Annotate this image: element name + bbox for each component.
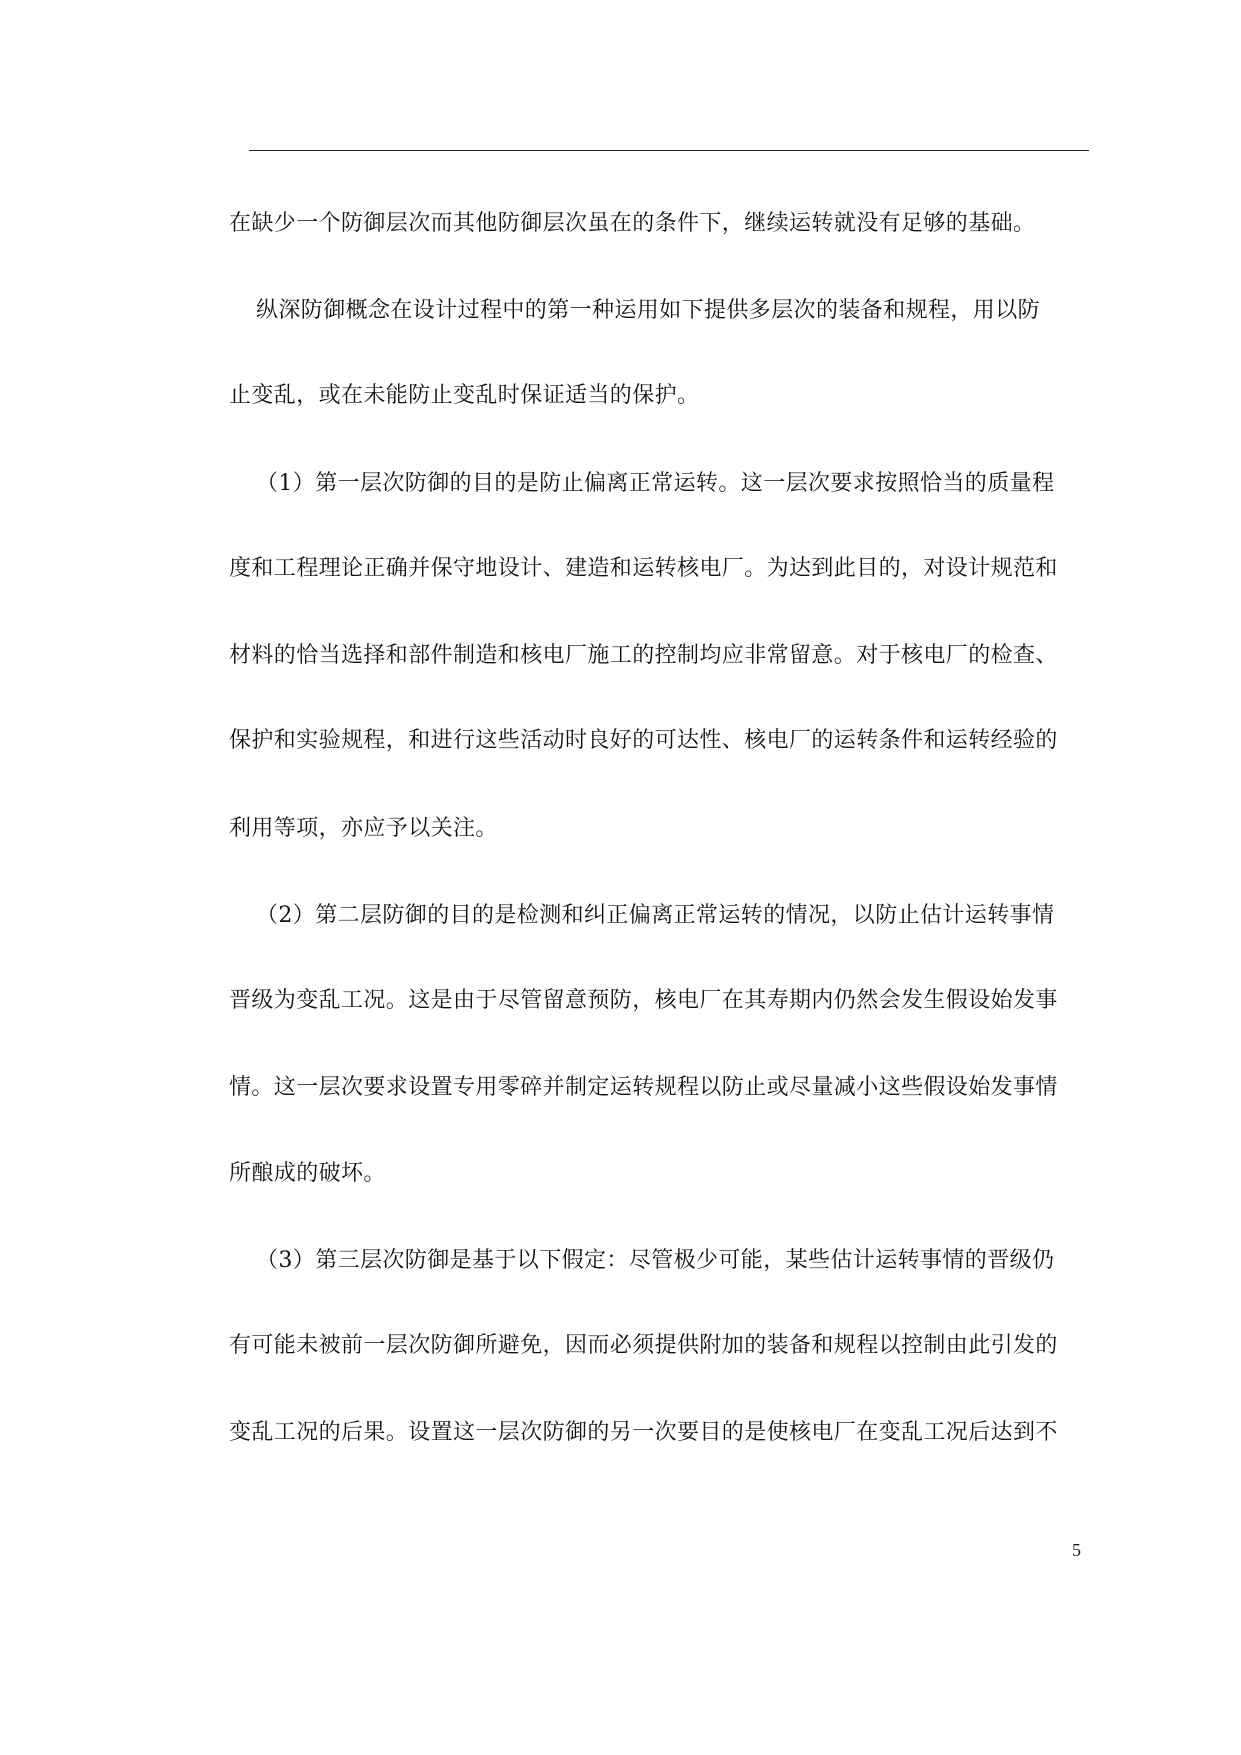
text-line: 在缺少一个防御层次而其他防御层次虽在的条件下，继续运转就没有足够的基础。	[229, 211, 1036, 236]
text-line: 变乱工况的后果。设置这一层次防御的另一次要目的是使核电厂在变乱工况后达到不	[229, 1420, 1058, 1445]
text-line: （1）第一层次防御的目的是防止偏离正常运转。这一层次要求按照恰当的质量程	[256, 471, 1055, 496]
text-line: （2）第二层防御的目的是检测和纠正偏离正常运转的情况，以防止估计运转事情	[256, 903, 1055, 928]
text-line: 纵深防御概念在设计过程中的第一种运用如下提供多层次的装备和规程，用以防	[256, 298, 1041, 323]
text-line: 所酿成的破坏。	[229, 1161, 386, 1186]
header-rule	[249, 150, 1089, 151]
text-line: （3）第三层次防御是基于以下假定：尽管极少可能，某些估计运转事情的晋级仍	[256, 1248, 1055, 1273]
text-line: 止变乱，或在未能防止变乱时保证适当的保护。	[229, 383, 700, 408]
text-line: 度和工程理论正确并保守地设计、建造和运转核电厂。为达到此目的，对设计规范和	[229, 556, 1058, 581]
page-number: 5	[1072, 1540, 1081, 1560]
text-line: 情。这一层次要求设置专用零碎并制定运转规程以防止或尽量减小这些假设始发事情	[229, 1075, 1058, 1100]
text-line: 有可能未被前一层次防御所避免，因而必须提供附加的装备和规程以控制由此引发的	[229, 1333, 1058, 1358]
text-line: 保护和实验规程，和进行这些活动时良好的可达性、核电厂的运转条件和运转经验的	[229, 728, 1058, 753]
text-line: 晋级为变乱工况。这是由于尽管留意预防，核电厂在其寿期内仍然会发生假设始发事	[229, 988, 1058, 1013]
text-line: 利用等项，亦应予以关注。	[229, 816, 498, 841]
text-line: 材料的恰当选择和部件制造和核电厂施工的控制均应非常留意。对于核电厂的检查、	[229, 643, 1058, 668]
